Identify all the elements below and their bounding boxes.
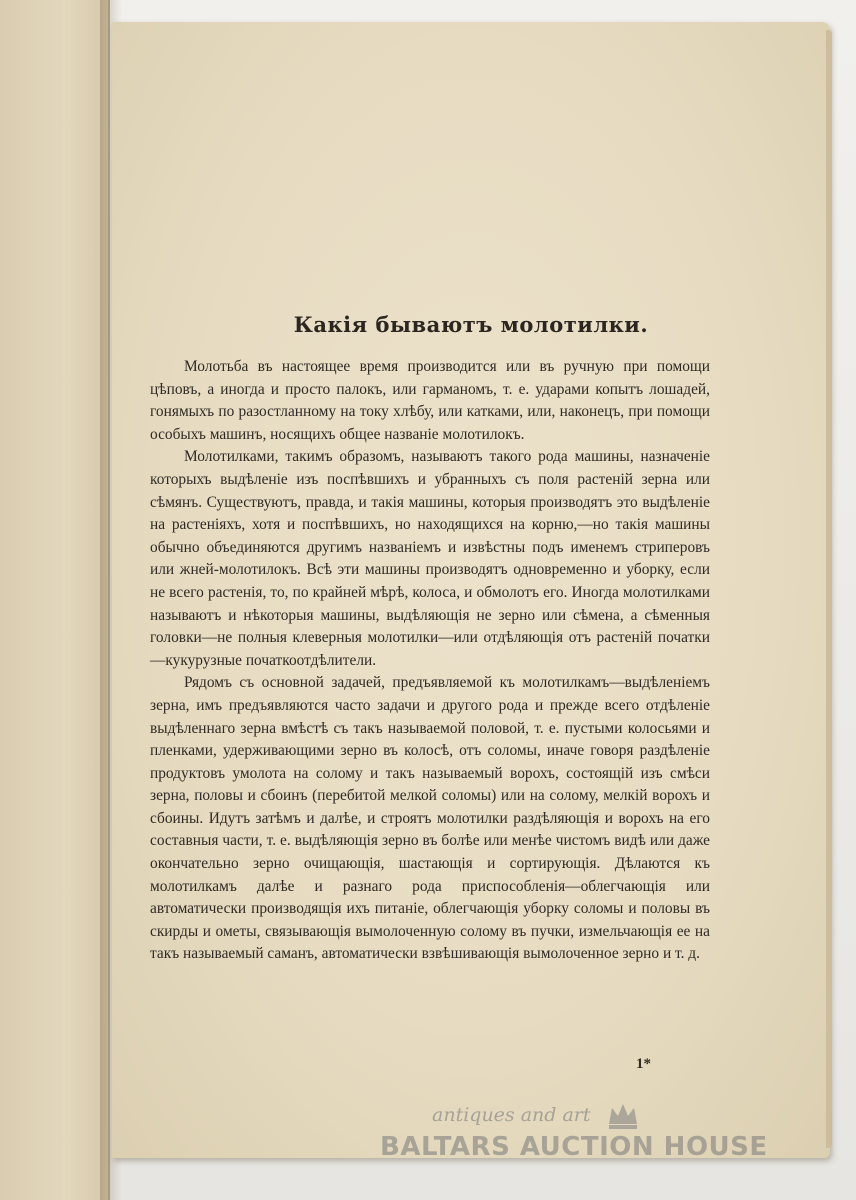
page-right-edge (826, 30, 832, 1148)
page-number: 1* (636, 1056, 651, 1072)
paragraph-3: Рядомъ съ основной задачей, предъявляемой къ молотилкамъ—выдѣленіемъ зерна, имъ предъявляются часто задачи и другого рода и прежде всего отдѣленіе выдѣленнаго зерна вмѣстѣ съ такъ называемой половой, т. е. пустыми колосьями и пленками, удерживающими зерно въ колосѣ, отъ соломы, иначе говоря раздѣленіе продуктовъ умолота на солому и такъ называемый ворохъ, состоящій изъ смѣси зерна, половы и сбоинъ (перебитой мелкой соломы) или на солому, мелкій ворохъ и сбоины. Идутъ затѣмъ и далѣе, и строятъ молотилки раздѣляющія и ворохъ на его составныя части, т. е. выдѣляющія зерно въ болѣе или менѣе чистомъ видѣ или даже окончательно зерно очищающія, шастающія и сортирующія. Дѣлаются къ молотилкамъ далѣе и разнаго рода приспособленія—облегчающія или автоматически производящія ихъ питаніе, облегчающія уборку соломы и половы въ скирды и ометы, связывающія вымолоченную солому въ пучки, измельчающія ее на такъ называемый саманъ, автоматически взвѣшивающія вымолоченное зерно и т. д. (150, 674, 710, 963)
crown-icon (606, 1100, 640, 1130)
facing-page-edge (0, 0, 110, 1200)
paragraph-2: Молотилками, такимъ образомъ, называютъ такого рода машины, назначеніе которыхъ выдѣленіе изъ поспѣвшихъ и убранныхъ съ поля растеній зерна или сѣмянъ. Существуютъ, правда, и такія машины, которыя производятъ это выдѣленіе на растеніяхъ, хотя и поспѣвшихъ, но находящихся на корню,—но такія машины обычно объединяются другимъ названіемъ и извѣстны подъ именемъ стриперовъ или жней-молотилокъ. Всѣ эти машины производятъ одновременно и уборку, если не всего растенія, то, по крайней мѣрѣ, колоса, и обмолотъ его. Иногда молотилками называютъ и нѣкоторыя машины, выдѣляющія не зерно или сѣмена, а сѣменныя головки—не полныя клеверныя молотилки—или отдѣляющія отъ растеній початки—кукурузные початкоотдѣлители. (150, 448, 710, 669)
page-heading: Какія бываютъ молотилки. (293, 312, 649, 337)
watermark-main-text: BALTARS AUCTION HOUSE (380, 1132, 768, 1162)
paragraph-1: Молотьба въ настоящее время производится или въ ручную при помощи цѣповъ, а иногда и просто палокъ, или гарманомъ, т. е. ударами копытъ лошадей, гонямыхъ по разостланному на току хлѣбу, или катками, или, наконецъ, при помощи особыхъ машинъ, носящихъ общее названіе молотилокъ. (150, 358, 710, 443)
watermark-script-text: antiques and art (432, 1104, 591, 1126)
auction-watermark (380, 1100, 780, 1170)
body-text (150, 356, 710, 966)
